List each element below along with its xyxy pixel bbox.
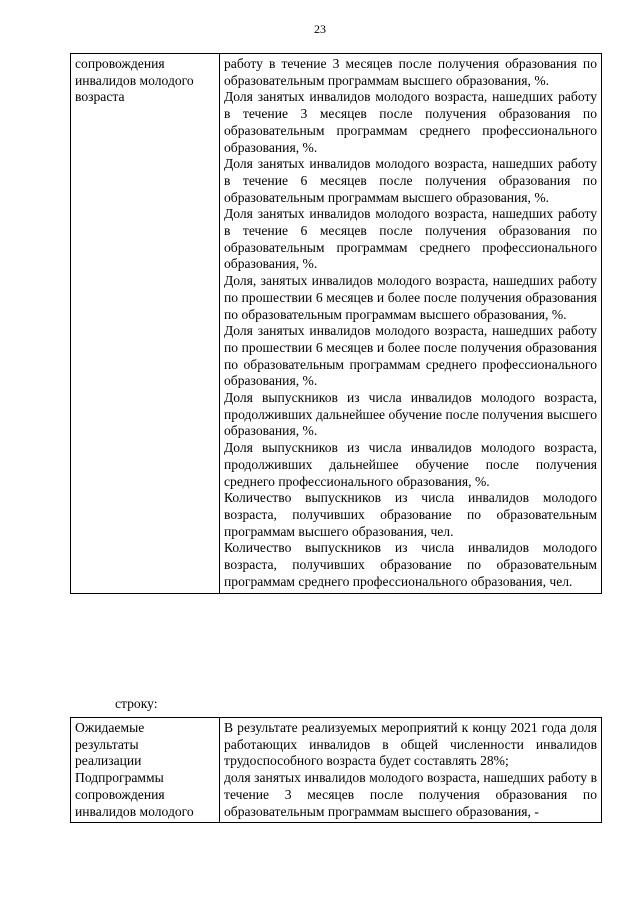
indicator-paragraph: Доля занятых инвалидов молодого возраста, нашедших работу по прошествии 6 месяцев и более после получения образования по образовательным программам среднего профессионального образования, %. (224, 323, 597, 389)
row-label-line: результаты (75, 736, 139, 752)
expected-results-table (70, 717, 602, 823)
page-number: 23 (314, 22, 326, 36)
indicator-paragraph: Доля выпускников из числа инвалидов молодого возраста, продолживших дальнейшее обучение после получения высшего образования, %. (224, 390, 597, 439)
table-row (71, 718, 602, 823)
row-label-cell (71, 718, 220, 823)
indicator-paragraph: работу в течение 3 месяцев после получения образования по образовательным программам высшего образования, %. (224, 56, 597, 88)
indicator-paragraph: Доля занятых инвалидов молодого возраста, нашедших работу в течение 6 месяцев после получения образования по образовательным программам среднего профессионального образования, %. (224, 206, 597, 272)
indicator-table-continued (70, 53, 602, 594)
result-paragraph: доля занятых инвалидов молодого возраста, нашедших работу в течение 3 месяцев после получения образования по образовательным программам высшего образования, - (224, 770, 597, 819)
indicator-paragraph: Доля занятых инвалидов молодого возраста, нашедших работу в течение 6 месяцев после получения образования по образовательным программам высшего образования, %. (224, 156, 597, 205)
row-label-line: инвалидов молодого (75, 803, 194, 819)
indicators-cell (220, 54, 602, 594)
expected-results-cell (220, 718, 602, 823)
result-paragraph: В результате реализуемых мероприятий к концу 2021 года доля работающих инвалидов в общей численности инвалидов трудоспособного возраста будет составлять 28%; (224, 720, 597, 769)
table-row (71, 54, 602, 594)
indicator-paragraph: Доля выпускников из числа инвалидов молодого возраста, продолживших дальнейшее обучение после получения среднего профессионального образования, %. (224, 440, 597, 489)
row-label-line: сопровождения (75, 786, 165, 802)
indicator-paragraph: Доля занятых инвалидов молодого возраста, нашедших работу в течение 3 месяцев после получения образования по образовательным программам среднего профессионального образования, %. (224, 89, 597, 155)
row-label-line: реализации (75, 753, 142, 769)
instruction-text: строку: (115, 696, 158, 711)
indicator-paragraph: Количество выпускников из числа инвалидов молодого возраста, получивших образование по образовательным программам высшего образования, чел. (224, 490, 597, 539)
indicator-paragraph: Количество выпускников из числа инвалидов молодого возраста, получивших образование по образовательным программам среднего профессионального образования, чел. (224, 540, 597, 589)
row-label-cell: сопровождения инвалидов молодого возраста (71, 54, 220, 594)
row-label-line: Подпрограммы (75, 770, 164, 786)
indicator-paragraph: Доля, занятых инвалидов молодого возраста, нашедших работу по прошествии 6 месяцев и более после получения образования по образовательным программам высшего образования, %. (224, 273, 597, 322)
row-label-line: Ожидаемые (75, 720, 145, 735)
